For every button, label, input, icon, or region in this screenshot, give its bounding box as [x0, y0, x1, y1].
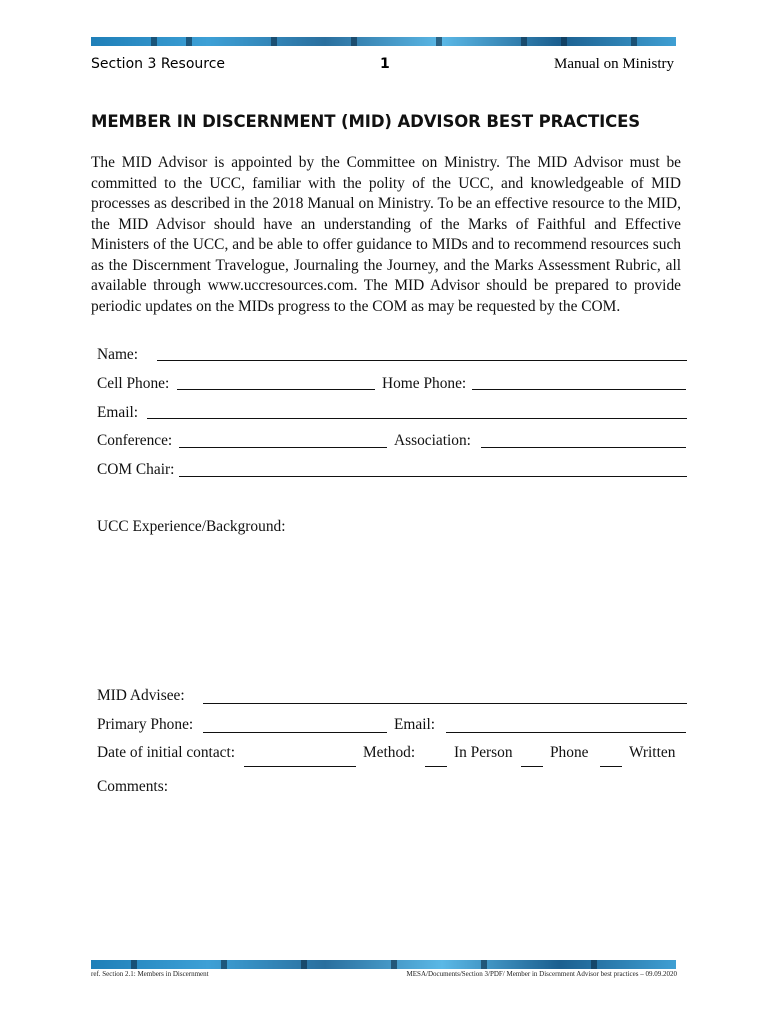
document-title: MEMBER IN DISCERNMENT (MID) ADVISOR BEST PRACTICES: [91, 112, 641, 131]
advisee-email-field[interactable]: [446, 732, 686, 733]
association-field[interactable]: [481, 447, 686, 448]
footer-reference: ref. Section 2.1: Members in Discernment: [91, 970, 209, 978]
conference-field[interactable]: [179, 447, 387, 448]
header-manual-label: Manual on Ministry: [554, 56, 674, 72]
header-banner: [91, 37, 676, 46]
com-chair-label: COM Chair:: [97, 461, 175, 478]
cell-phone-label: Cell Phone:: [97, 375, 170, 392]
method-in-person-checkbox[interactable]: [425, 766, 447, 767]
footer-banner: [91, 960, 676, 969]
primary-phone-field[interactable]: [203, 732, 387, 733]
date-contact-label: Date of initial contact:: [97, 744, 236, 761]
name-label: Name:: [97, 346, 139, 363]
email-label: Email:: [97, 404, 139, 421]
name-field[interactable]: [157, 360, 687, 361]
method-label: Method:: [363, 744, 416, 761]
cell-phone-field[interactable]: [177, 389, 375, 390]
conference-label: Conference:: [97, 432, 173, 449]
com-chair-field[interactable]: [179, 476, 687, 477]
mid-advisee-field[interactable]: [203, 703, 687, 704]
method-written-checkbox[interactable]: [600, 766, 622, 767]
advisee-email-label: Email:: [394, 716, 436, 733]
date-contact-field[interactable]: [244, 766, 356, 767]
body-paragraph: The MID Advisor is appointed by the Committee on Ministry. The MID Advisor must be committed to the UCC, familiar with the polity of the UCC, and knowledgeable of MID processes as described in the 2018 Manual on Ministry. To be an effective resource to the MID, the MID Advisor should have an understanding of the Marks of Faithful and Effective Ministers of the UCC, and be able to offer guidance to MIDs and to recommend resources such as the Discernment Travelogue, Journaling the Journey, and the Marks Assessment Rubric, all available through www.uccresources.com. The MID Advisor should be prepared to provide periodic updates on the MIDs progress to the COM as may be requested by the COM.: [91, 154, 681, 315]
method-in-person-label: In Person: [454, 744, 513, 761]
header-section-label: Section 3 Resource: [91, 56, 226, 72]
association-label: Association:: [394, 432, 471, 449]
primary-phone-label: Primary Phone:: [97, 716, 194, 733]
method-written-label: Written: [629, 744, 676, 761]
method-phone-checkbox[interactable]: [521, 766, 543, 767]
home-phone-field[interactable]: [472, 389, 686, 390]
home-phone-label: Home Phone:: [382, 375, 467, 392]
footer-document-path: MESA/Documents/Section 3/PDF/ Member in Discernment Advisor best practices – 09.09.2020: [406, 970, 677, 978]
comments-label: Comments:: [97, 778, 168, 795]
mid-advisee-label: MID Advisee:: [97, 687, 185, 704]
method-phone-label: Phone: [550, 744, 589, 761]
header-page-number: 1: [380, 56, 390, 72]
ucc-experience-label: UCC Experience/Background:: [97, 518, 286, 535]
email-field[interactable]: [147, 418, 687, 419]
